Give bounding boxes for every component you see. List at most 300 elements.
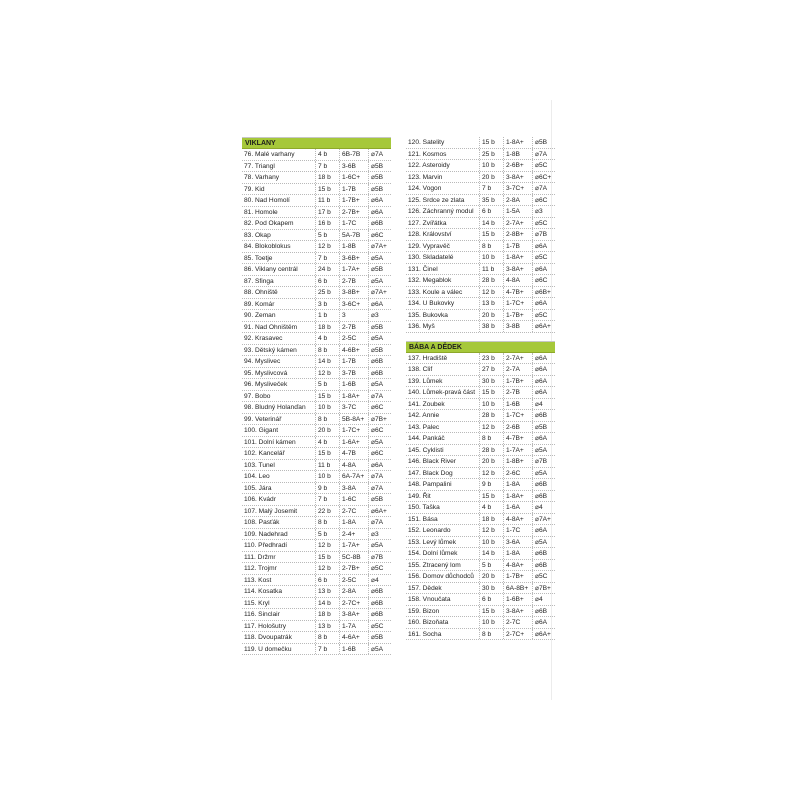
grade-range: 3-6C+ (340, 299, 369, 310)
grade-range: 3-8A+ (504, 172, 533, 183)
boulder-name: 106. Kvádr (242, 494, 316, 505)
boulder-name: 154. Dolní lůmek (406, 548, 480, 559)
grade-range: 2-7B (340, 322, 369, 333)
boulder-count: 7 b (480, 183, 504, 194)
grade-range: 1-7B+ (504, 310, 533, 321)
average-grade: ⌀5C (535, 162, 548, 169)
boulder-count: 10 b (480, 399, 504, 410)
boulder-name: 112. Trojmr (242, 563, 316, 574)
boulder-count: 11 b (480, 264, 504, 275)
average-grade: ⌀6B (371, 599, 384, 607)
grade-range: 4-6B+ (340, 345, 369, 356)
average-grade: ⌀6B (371, 358, 384, 365)
boulder-name: 122. Asteroidy (406, 160, 480, 171)
average-grade: ⌀6A+ (535, 323, 551, 330)
grade-range: 1-7A+ (504, 445, 533, 456)
table-row (242, 149, 391, 161)
boulder-name: 159. Bizon (406, 606, 480, 617)
grade-range: 1-7C (340, 218, 369, 229)
boulder-count: 3 b (316, 299, 340, 310)
average-grade: ⌀5C (535, 573, 548, 580)
grade-range: 2-7A+ (504, 218, 533, 229)
boulder-name: 90. Zeman (242, 310, 316, 321)
average-grade: ⌀7A (371, 392, 384, 400)
table-row (242, 253, 391, 265)
boulder-count: 16 b (316, 218, 340, 229)
table-row (406, 183, 555, 195)
average-grade: ⌀7A+ (371, 289, 387, 296)
grade-range: 3-7C (340, 402, 369, 413)
table-row (242, 621, 391, 633)
boulder-count: 18 b (316, 172, 340, 183)
average-grade: ⌀6B (371, 611, 384, 618)
left-rows (242, 149, 391, 655)
boulder-name: 118. Dvoupatrák (242, 632, 316, 643)
average-grade: ⌀4 (535, 596, 543, 603)
boulder-name: 149. Řit (406, 491, 480, 502)
table-row (406, 172, 555, 184)
average-grade: ⌀7B (535, 458, 548, 465)
boulder-count: 8 b (316, 345, 340, 356)
grade-range: 1-7B (504, 241, 533, 252)
boulder-count: 9 b (316, 483, 340, 494)
boulder-count: 12 b (480, 422, 504, 433)
boulder-name: 93. Dětský kámen (242, 345, 316, 356)
table-row (406, 218, 555, 230)
grade-range: 1-8A (340, 517, 369, 528)
boulder-name: 128. Království (406, 229, 480, 240)
boulder-count: 28 b (480, 410, 504, 421)
grade-range: 1-6C (340, 494, 369, 505)
boulder-count: 5 b (316, 379, 340, 390)
boulder-name: 130. Skladatelé (406, 252, 480, 263)
grade-range: 1-6A+ (340, 437, 369, 448)
average-grade: ⌀5B (371, 323, 384, 331)
section-header-viklany: VIKLANY (242, 137, 391, 149)
boulder-name: 81. Homole (242, 207, 316, 218)
boulder-count: 30 b (480, 583, 504, 594)
grade-range: 2-7A+ (504, 353, 533, 364)
boulder-count: 12 b (316, 563, 340, 574)
grade-range: 6B-7B (340, 149, 369, 160)
grade-range: 6A-7A+ (340, 471, 369, 482)
boulder-count: 28 b (480, 275, 504, 286)
table-row (242, 586, 391, 598)
boulder-name: 134. U Bukovky (406, 298, 480, 309)
boulder-count: 22 b (316, 506, 340, 517)
boulder-name: 103. Tunel (242, 460, 316, 471)
table-row (406, 364, 555, 376)
average-grade: ⌀6C (371, 427, 384, 434)
boulder-name: 110. Předhradí (242, 540, 316, 551)
table-row (406, 606, 555, 618)
table-row (406, 376, 555, 388)
table-row (242, 540, 391, 552)
average-grade: ⌀6C (535, 196, 548, 204)
boulder-name: 83. Okap (242, 230, 316, 241)
boulder-name: 144. Pankáč (406, 433, 480, 444)
boulder-name: 152. Leonardo (406, 525, 480, 536)
boulder-count: 9 b (480, 479, 504, 490)
table-row (242, 437, 391, 449)
table-row (242, 218, 391, 230)
boulder-name: 95. Myslivcová (242, 368, 316, 379)
boulder-count: 24 b (316, 264, 340, 275)
table-row (406, 387, 555, 399)
boulder-name: 115. Kryl (242, 598, 316, 609)
boulder-name: 136. Myš (406, 321, 480, 332)
grade-range: 2-6B+ (504, 160, 533, 171)
grade-range: 5A-7B (340, 230, 369, 241)
boulder-name: 108. Pasťák (242, 517, 316, 528)
table-row (406, 491, 555, 503)
grade-range: 3-8A+ (504, 606, 533, 617)
average-grade: ⌀5A (371, 438, 384, 446)
grade-range: 3 (340, 310, 369, 321)
boulder-count: 8 b (480, 433, 504, 444)
table-row (242, 299, 391, 311)
boulder-name: 158. Vnoučata (406, 594, 480, 605)
boulder-name: 94. Myslivec (242, 356, 316, 367)
boulder-name: 111. Držmr (242, 552, 316, 563)
average-grade: ⌀7B (535, 231, 548, 238)
table-row (406, 206, 555, 218)
boulder-name: 80. Nad Homolí (242, 195, 316, 206)
boulder-count: 12 b (480, 525, 504, 536)
boulder-name: 96. Mysliveček (242, 379, 316, 390)
grade-range: 1-8A+ (504, 491, 533, 502)
average-grade: ⌀4 (535, 504, 543, 511)
table-row (242, 379, 391, 391)
table-row (406, 479, 555, 491)
right-rows-bottom (406, 353, 555, 641)
average-grade: ⌀5A (371, 254, 384, 262)
boulder-count: 8 b (316, 632, 340, 643)
average-grade: ⌀5B (371, 266, 384, 273)
grade-range: 2-7C+ (340, 598, 369, 609)
average-grade: ⌀5B (371, 185, 384, 193)
average-grade: ⌀6A (371, 461, 384, 469)
boulder-count: 13 b (480, 298, 504, 309)
grade-range: 4-8A (504, 275, 533, 286)
grade-range: 3-7B (340, 368, 369, 379)
average-grade: ⌀6C (535, 277, 548, 284)
boulder-count: 12 b (316, 241, 340, 252)
boulder-count: 14 b (480, 548, 504, 559)
average-grade: ⌀5C (535, 219, 548, 227)
table-row (242, 506, 391, 518)
boulder-name: 113. Kost (242, 575, 316, 586)
boulder-count: 4 b (316, 149, 340, 160)
boulder-count: 30 b (480, 376, 504, 387)
boulder-count: 5 b (316, 230, 340, 241)
boulder-count: 23 b (480, 353, 504, 364)
table-row (406, 514, 555, 526)
boulder-count: 7 b (316, 644, 340, 655)
average-grade: ⌀7A (371, 151, 384, 158)
grade-range: 1-5A (504, 206, 533, 217)
grade-range: 1-8B (504, 149, 533, 160)
table-row (406, 252, 555, 264)
boulder-name: 129. Vypravěč (406, 241, 480, 252)
table-row (242, 333, 391, 345)
grade-range: 1-6B (504, 399, 533, 410)
table-row (242, 575, 391, 587)
boulder-count: 1 b (316, 310, 340, 321)
table-row (406, 264, 555, 276)
table-row (242, 230, 391, 242)
boulder-count: 6 b (316, 276, 340, 287)
average-grade: ⌀4 (535, 400, 543, 408)
grade-range: 3-6A (504, 537, 533, 548)
boulder-count: 20 b (480, 310, 504, 321)
grade-range: 2-7B+ (340, 563, 369, 574)
boulder-count: 14 b (316, 598, 340, 609)
boulder-name: 123. Marvin (406, 172, 480, 183)
boulder-name: 148. Pampalini (406, 479, 480, 490)
average-grade: ⌀5C (371, 622, 384, 630)
table-row (242, 563, 391, 575)
boulder-name: 105. Jára (242, 483, 316, 494)
boulder-name: 89. Komár (242, 299, 316, 310)
grade-range: 5B-8A+ (340, 414, 369, 425)
boulder-name: 143. Palec (406, 422, 480, 433)
table-row (242, 322, 391, 334)
boulder-count: 10 b (316, 402, 340, 413)
boulder-count: 20 b (316, 425, 340, 436)
boulder-count: 10 b (316, 471, 340, 482)
table-row (406, 195, 555, 207)
boulder-name: 82. Pod Okapem (242, 218, 316, 229)
boulder-name: 145. Cyklisti (406, 445, 480, 456)
average-grade: ⌀5A (371, 645, 384, 653)
average-grade: ⌀5B (371, 174, 384, 181)
grade-range: 2-6C (504, 468, 533, 479)
table-row (242, 184, 391, 196)
average-grade: ⌀5B (371, 634, 384, 641)
boulder-count: 10 b (480, 617, 504, 628)
grade-range: 1-6A (504, 502, 533, 513)
table-row (406, 629, 555, 641)
grade-range: 1-7B+ (504, 571, 533, 582)
average-grade: ⌀6A (535, 435, 548, 442)
average-grade: ⌀6A+ (535, 630, 551, 638)
average-grade: ⌀3 (371, 530, 379, 538)
average-grade: ⌀5A (371, 335, 384, 342)
boulder-name: 109. Nadehrad (242, 529, 316, 540)
boulder-name: 97. Bobo (242, 391, 316, 402)
boulder-name: 98. Bludný Holanďan (242, 402, 316, 413)
grade-range: 2-7B (340, 276, 369, 287)
boulder-count: 4 b (316, 333, 340, 344)
grade-range: 5C-8B (340, 552, 369, 563)
boulder-name: 147. Black Dog (406, 468, 480, 479)
table-row (406, 137, 555, 149)
table-row (242, 402, 391, 414)
average-grade: ⌀5B (371, 346, 384, 354)
boulder-name: 133. Koule a válec (406, 287, 480, 298)
table-row (242, 529, 391, 541)
grade-range: 3-8A+ (340, 609, 369, 620)
boulder-name: 84. Blokoblokus (242, 241, 316, 252)
grade-range: 4-7B+ (504, 287, 533, 298)
boulder-count: 18 b (316, 322, 340, 333)
table-row (406, 525, 555, 537)
grade-range: 1-8A (504, 548, 533, 559)
boulder-name: 151. Bása (406, 514, 480, 525)
average-grade: ⌀7A (371, 519, 384, 526)
boulder-name: 153. Levý lůmek (406, 537, 480, 548)
boulder-name: 121. Kosmos (406, 149, 480, 160)
boulder-count: 6 b (480, 206, 504, 217)
boulder-name: 139. Lůmek (406, 376, 480, 387)
table-row (242, 391, 391, 403)
boulder-name: 107. Malý Josemit (242, 506, 316, 517)
boulder-count: 35 b (480, 195, 504, 206)
table-row (242, 644, 391, 656)
grade-range: 3-8B+ (340, 287, 369, 298)
boulder-count: 14 b (480, 218, 504, 229)
table-row (406, 594, 555, 606)
table-row (242, 172, 391, 184)
grade-range: 1-7B+ (340, 195, 369, 206)
table-row (406, 229, 555, 241)
average-grade: ⌀6A (535, 300, 548, 307)
average-grade: ⌀5B (371, 496, 384, 503)
grade-range: 4-6A+ (340, 632, 369, 643)
boulder-count: 10 b (480, 252, 504, 263)
grade-range: 2-7B+ (340, 207, 369, 218)
boulder-count: 27 b (480, 364, 504, 375)
grade-range: 1-8A (504, 479, 533, 490)
grade-range: 2-7C (504, 617, 533, 628)
grade-range: 1-7A+ (340, 264, 369, 275)
table-row (242, 345, 391, 357)
average-grade: ⌀6A (371, 197, 384, 204)
boulder-count: 6 b (480, 594, 504, 605)
table-row (406, 433, 555, 445)
grade-range: 4-8A+ (504, 514, 533, 525)
average-grade: ⌀7B+ (371, 415, 387, 423)
average-grade: ⌀5A (371, 277, 384, 285)
grade-range: 1-8A+ (340, 391, 369, 402)
average-grade: ⌀6A (535, 619, 548, 626)
average-grade: ⌀6B (535, 550, 548, 557)
table-row (406, 445, 555, 457)
table-row (406, 560, 555, 572)
grade-range: 4-7B+ (504, 433, 533, 444)
boulder-name: 114. Kosatka (242, 586, 316, 597)
boulder-count: 25 b (316, 287, 340, 298)
boulder-count: 12 b (480, 468, 504, 479)
boulder-name: 156. Domov důchodců (406, 571, 480, 582)
table-row (406, 583, 555, 595)
table-row (406, 149, 555, 161)
average-grade: ⌀7B (371, 553, 384, 561)
grade-range: 2-7C (340, 506, 369, 517)
boulder-count: 12 b (316, 368, 340, 379)
table-row (242, 471, 391, 483)
boulder-name: 78. Varhany (242, 172, 316, 183)
table-row (406, 548, 555, 560)
boulder-count: 15 b (316, 448, 340, 459)
grade-range: 2-5C (340, 575, 369, 586)
average-grade: ⌀5A (535, 469, 548, 477)
grade-range: 2-5C (340, 333, 369, 344)
table-row (242, 460, 391, 472)
boulder-count: 15 b (480, 387, 504, 398)
table-row (242, 448, 391, 460)
average-grade: ⌀6A (535, 354, 548, 362)
boulder-count: 7 b (316, 161, 340, 172)
grade-range: 4-7B (340, 448, 369, 459)
table-row (242, 287, 391, 299)
table-row (242, 483, 391, 495)
boulder-name: 117. Hološutry (242, 621, 316, 632)
boulder-name: 161. Socha (406, 629, 480, 640)
table-row (242, 241, 391, 253)
table-row (406, 160, 555, 172)
average-grade: ⌀6A (535, 389, 548, 396)
table-row (406, 287, 555, 299)
average-grade: ⌀5A (371, 542, 384, 549)
table-row (406, 298, 555, 310)
boulder-name: 146. Black River (406, 456, 480, 467)
boulder-count: 11 b (316, 460, 340, 471)
average-grade: ⌀6B (535, 607, 548, 615)
table-row (242, 356, 391, 368)
table-row (406, 617, 555, 629)
boulder-count: 10 b (480, 160, 504, 171)
average-grade: ⌀6B (535, 412, 548, 419)
boulder-name: 116. Sinclair (242, 609, 316, 620)
average-grade: ⌀7A+ (535, 515, 551, 523)
boulder-name: 155. Ztracený lom (406, 560, 480, 571)
boulder-count: 17 b (316, 207, 340, 218)
table-row (242, 310, 391, 322)
grade-range: 2-7A (504, 364, 533, 375)
table-row (406, 537, 555, 549)
table-row (242, 552, 391, 564)
left-column (242, 137, 391, 655)
grade-range: 1-7C+ (504, 298, 533, 309)
boulder-count: 8 b (480, 629, 504, 640)
average-grade: ⌀6A (371, 208, 384, 216)
boulder-count: 38 b (480, 321, 504, 332)
boulder-count: 28 b (480, 445, 504, 456)
boulder-name: 160. Bizoňata (406, 617, 480, 628)
boulder-name: 137. Hradiště (406, 353, 480, 364)
table-row (242, 207, 391, 219)
grade-range: 1-7B (340, 356, 369, 367)
boulder-count: 8 b (480, 241, 504, 252)
average-grade: ⌀6B (535, 481, 548, 488)
boulder-count: 11 b (316, 195, 340, 206)
table-row (242, 195, 391, 207)
table-row (242, 494, 391, 506)
boulder-name: 79. Kid (242, 184, 316, 195)
table-row (406, 310, 555, 322)
grade-range: 1-8A+ (504, 252, 533, 263)
boulder-count: 4 b (316, 437, 340, 448)
grade-range: 1-8A+ (504, 137, 533, 148)
table-row (406, 321, 555, 333)
boulder-name: 99. Veterinář (242, 414, 316, 425)
boulder-count: 10 b (480, 537, 504, 548)
boulder-count: 15 b (480, 137, 504, 148)
grade-range: 1-6C+ (340, 172, 369, 183)
boulder-count: 15 b (316, 552, 340, 563)
